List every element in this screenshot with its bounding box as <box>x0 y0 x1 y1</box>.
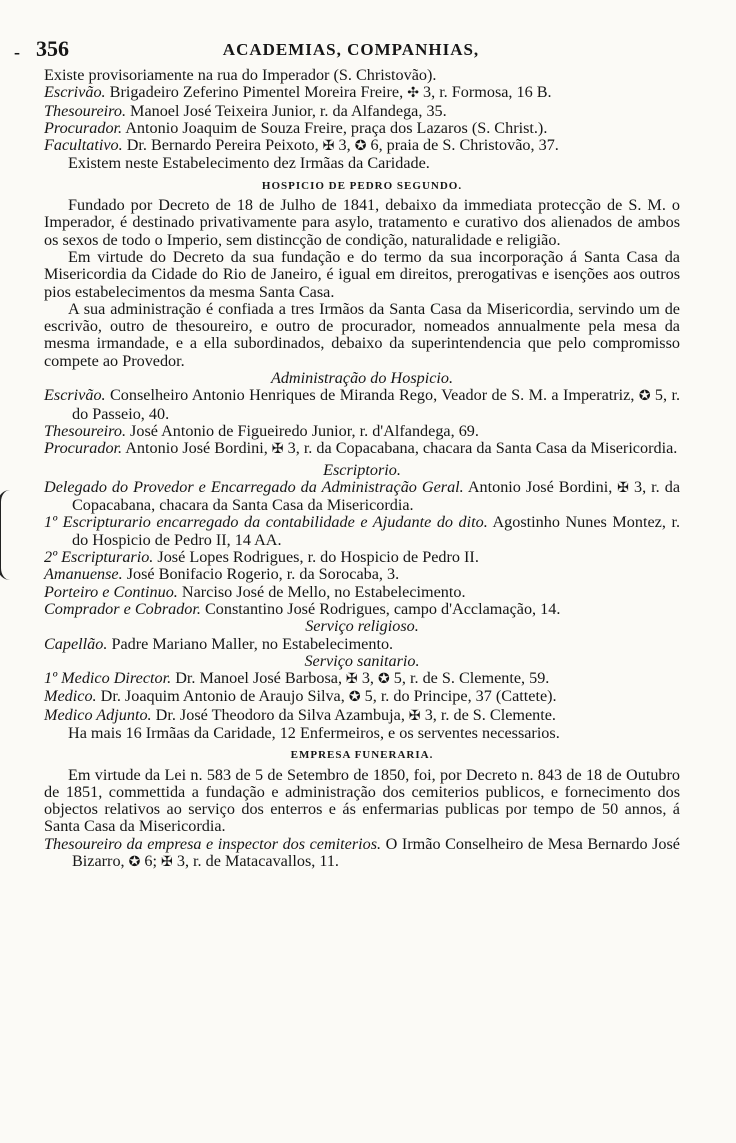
subheading-servico-religioso: Serviço religioso. <box>305 617 419 636</box>
page-number: 356 <box>36 36 69 61</box>
cross-icon: ✠ <box>617 479 630 496</box>
subheading-servico-sanitario: Serviço sanitario. <box>304 651 420 670</box>
entry-medico-adjunto: Medico Adjunto. Dr. José Theodoro da Silva Azambuja, ✠ 3, r. de S. Clemente. <box>44 705 556 724</box>
cross-icon: ✠ <box>271 441 284 458</box>
text-line: Existe provisoriamente na rua do Imperador (S. Christovão). <box>44 66 437 84</box>
entry-thesoureiro-hospicio: Thesoureiro. José Antonio de Figueiredo Junior, r. d'Alfandega, 69. <box>44 421 479 440</box>
running-title: ACADEMIAS, COMPANHIAS, <box>222 40 480 59</box>
entry-escrivao: Escrivão. Brigadeiro Zeferino Pimentel Moreira Freire, ✣ 3, r. Formosa, 16 B. <box>44 83 552 102</box>
margin-mark: - <box>14 42 20 62</box>
entry-escripturario-2: 2º Escripturario. José Lopes Rodrigues, r. do Hospicio de Pedro II. <box>44 548 479 567</box>
subheading-administracao: Administração do Hospicio. <box>270 369 454 388</box>
text-line: Existem neste Estabelecimento dez Irmãas da Caridade. <box>68 154 430 173</box>
entry-medico: Medico. Dr. Joaquim Antonio de Araujo Silva, ✪ 5, r. do Principe, 37 (Cattete). <box>44 687 557 706</box>
badge-icon: ✪ <box>378 671 390 688</box>
badge-icon: ✪ <box>348 689 361 706</box>
cross-icon: ✠ <box>322 138 335 155</box>
entry-delegado: Delegado do Provedor e Encarregado da Administração Geral. Antonio José Bordini, ✠ 3, r. da Copacabana, chacara da Santa Casa da Misericordia. <box>44 477 681 515</box>
paragraph: Em virtude da Lei n. 583 de 5 de Setembro de 1850, foi, por Decreto n. 843 de 18 de Outubro de 1851, commettida a fundação e administração dos cemiterios publicos, e fornecimento dos objectos relativos ao serviço dos enterros e ás enfermarias publicas por tempo de 50 annos, á Santa Casa da Misericordia. <box>44 765 680 836</box>
subheading-escriptorio: Escriptorio. <box>323 460 401 479</box>
badge-icon: ✪ <box>128 854 141 871</box>
entry-thesoureiro: Thesoureiro. Manoel José Teixeira Junior, r. da Alfandega, 35. <box>44 101 447 120</box>
section-heading-empresa-funeraria: EMPRESA FUNERARIA. <box>290 749 434 762</box>
paragraph: Em virtude do Decreto da sua fundação e do termo da sua incorporação á Santa Casa da Misericordia da Cidade do Rio de Janeiro, é igual em direitos, prerogativas e isenções aos outros pios estabelecimentos da mesma Santa Casa. <box>44 247 680 301</box>
entry-thesoureiro-empresa: Thesoureiro da empresa e inspector dos cemiterios. O Irmão Conselheiro de Mesa Bernardo José Bizarro, ✪ 6; ✠ 3, r. de Matacavallos, 11. <box>44 834 680 871</box>
entry-amanuense: Amanuense. José Bonifacio Rogerio, r. da Sorocaba, 3. <box>44 565 400 584</box>
badge-icon: ✪ <box>638 388 651 405</box>
cross-icon: ✠ <box>161 854 173 871</box>
entry-escripturario-1: 1º Escripturario encarregado da contabilidade e Ajudante do dito. Agostinho Nunes Montez, r. do Hospicio de Pedro II, 14 AA. <box>44 513 680 549</box>
cross-icon: ✠ <box>408 707 421 724</box>
star-icon: ✣ <box>407 85 419 102</box>
entry-capellao: Capellão. Padre Mariano Maller, no Estabelecimento. <box>44 634 394 653</box>
page-margin-bracket <box>0 490 13 580</box>
badge-icon: ✪ <box>354 138 367 155</box>
paragraph: Fundado por Decreto de 18 de Julho de 1841, debaixo da immediata protecção de S. M. o Imperador, é destinado privativamente para asylo, tratamento e curativo dos alienados de ambos os sexos de todo o Imperio, sem distincção de condição, naturalidade e religião. <box>44 196 680 249</box>
entry-medico-director: 1º Medico Director. Dr. Manoel José Barbosa, ✠ 3, ✪ 5, r. de S. Clemente, 59. <box>44 669 550 688</box>
page-body <box>44 67 680 871</box>
cross-icon: ✠ <box>346 671 358 688</box>
entry-comprador: Comprador e Cobrador. Constantino José Rodrigues, campo d'Acclamação, 14. <box>44 599 561 618</box>
text-line: Ha mais 16 Irmãas da Caridade, 12 Enfermeiros, e os serventes necessarios. <box>68 723 560 742</box>
entry-procurador: Procurador. Antonio Joaquim de Souza Freire, praça dos Lazaros (S. Christ.). <box>44 118 548 137</box>
section-heading-hospicio: HOSPICIO DE PEDRO SEGUNDO. <box>261 179 463 192</box>
entry-escrivao-hospicio: Escrivão. Conselheiro Antonio Henriques de Miranda Rego, Veador de S. M. a Imperatriz, ✪ 5, r. do Passeio, 40. <box>44 386 680 423</box>
entry-procurador-hospicio: Procurador. Antonio José Bordini, ✠ 3, r. da Copacabana, chacara da Santa Casa da Misericordia. <box>44 439 678 458</box>
running-header <box>14 30 688 66</box>
entry-facultativo: Facultativo. Dr. Bernardo Pereira Peixoto, ✠ 3, ✪ 6, praia de S. Christovão, 37. <box>44 136 559 155</box>
paragraph: A sua administração é confiada a tres Irmãos da Santa Casa da Misericordia, servindo um de escrivão, outro de thesoureiro, e outro de procurador, nomeados annualmente pela mesa da mesma irmandade, e a ella subordinados, debaixo da superintendencia que pelo compromisso compete ao Provedor. <box>44 299 680 370</box>
entry-porteiro: Porteiro e Continuo. Narciso José de Mello, no Estabelecimento. <box>44 582 466 601</box>
